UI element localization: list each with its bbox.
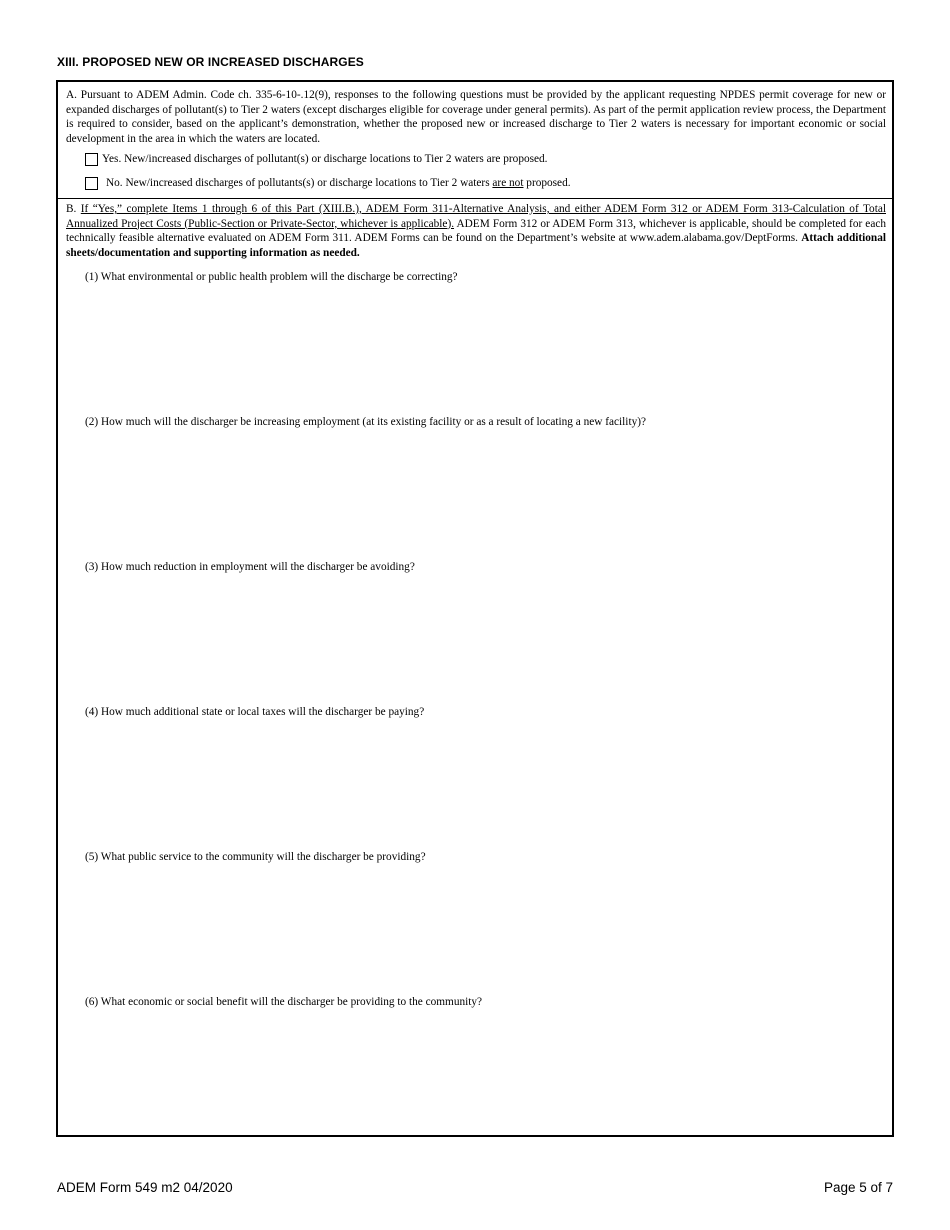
answer-area-4[interactable] <box>85 724 875 834</box>
no-label: No. New/increased discharges of pollutants(s) or discharge locations to Tier 2 waters are not proposed. <box>106 177 571 189</box>
no-checkbox[interactable] <box>85 177 98 190</box>
question-1: (1) What environmental or public health problem will the discharge be correcting? <box>85 271 458 283</box>
yes-label: Yes. New/increased discharges of pollutant(s) or discharge locations to Tier 2 waters are proposed. <box>102 153 548 165</box>
answer-area-2[interactable] <box>85 434 875 544</box>
part-a <box>58 82 892 199</box>
answer-area-6[interactable] <box>85 1014 875 1124</box>
question-3: (3) How much reduction in employment will the discharger be avoiding? <box>85 561 415 573</box>
form-id: ADEM Form 549 m2 04/2020 <box>57 1180 233 1195</box>
answer-area-5[interactable] <box>85 869 875 979</box>
answer-area-3[interactable] <box>85 579 875 689</box>
form-frame <box>56 80 894 1137</box>
question-6: (6) What economic or social benefit will the discharger be providing to the community? <box>85 996 483 1008</box>
question-5: (5) What public service to the community will the discharger be providing? <box>85 851 426 863</box>
question-2: (2) How much will the discharger be increasing employment (at its existing facility or as a result of locating a new facility)? <box>85 416 647 428</box>
part-b-instructions: B. If “Yes,” complete Items 1 through 6 of this Part (XIII.B.), ADEM Form 311-Alternative Analysis, and either ADEM Form 312 or ADEM Form 313-Calculation of Total Annualized Project Costs (Public-Section or Private-Sector, whichever is applicable). ADEM Form 312 or ADEM Form 313, whichever is applicable, should be completed for each technically feasible alternative evaluated on ADEM Form 311. ADEM Forms can be found on the Department’s website at www.adem.alabama.gov/DeptForms. Attach additional sheets/documentation and supporting information as needed. <box>66 203 886 259</box>
part-b <box>58 199 892 1135</box>
part-a-instructions: A. Pursuant to ADEM Admin. Code ch. 335-6-10-.12(9), responses to the following questions must be provided by the applicant requesting NPDES permit coverage for new or expanded discharges of pollutant(s) to Tier 2 waters (except discharges eligible for coverage under general permits). As part of the permit application review process, the Department is required to consider, based on the applicant’s demonstration, whether the proposed new or increased discharge to Tier 2 waters is necessary for important economic or social development in the area in which the waters are located. <box>66 89 886 145</box>
question-4: (4) How much additional state or local taxes will the discharger be paying? <box>85 706 425 718</box>
answer-area-1[interactable] <box>85 289 875 399</box>
page-number: Page 5 of 7 <box>823 1180 893 1195</box>
section-title: XIII. PROPOSED NEW OR INCREASED DISCHARGES <box>57 55 364 69</box>
no-option[interactable] <box>85 176 571 191</box>
yes-option[interactable] <box>85 152 548 167</box>
yes-checkbox[interactable] <box>85 153 98 166</box>
